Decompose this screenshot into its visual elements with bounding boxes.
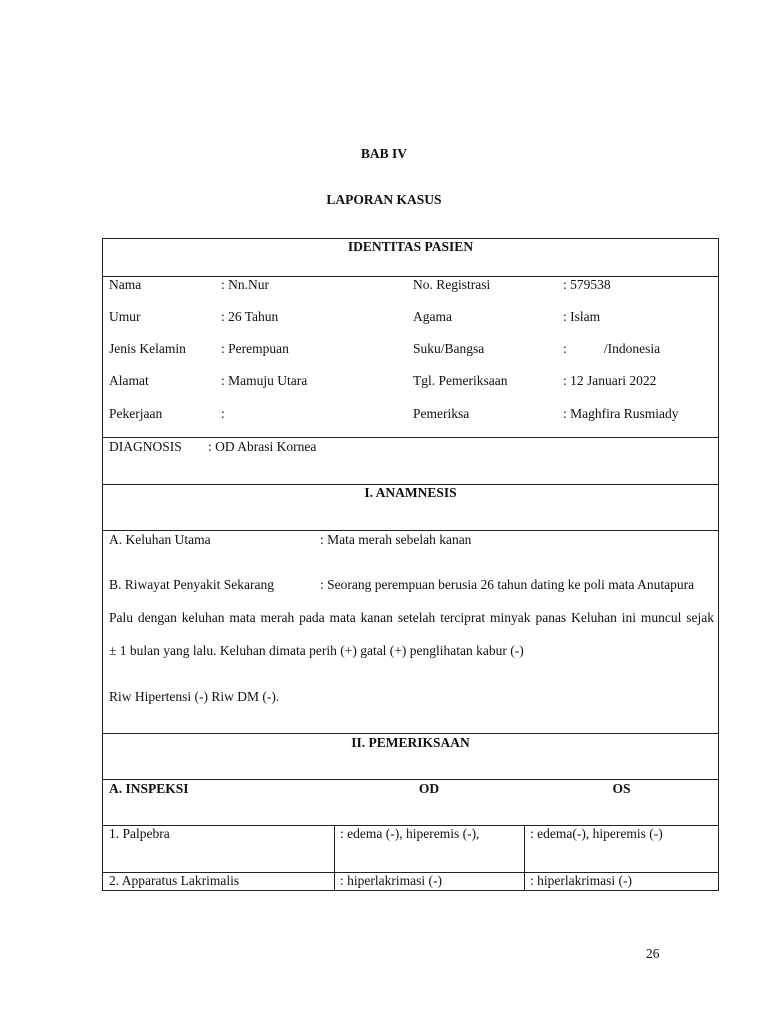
history-label: B. Riwayat Penyakit Sekarang xyxy=(109,577,274,592)
gender-value: : Perempuan xyxy=(221,341,289,356)
od-header: OD xyxy=(418,781,440,796)
chapter-title: BAB IV xyxy=(360,146,408,161)
examiner-label: Pemeriksa xyxy=(413,406,470,421)
ethnicity-value: : /Indonesia xyxy=(563,341,661,356)
chief-complaint-label: A. Keluhan Utama xyxy=(109,532,211,547)
risk-history: Riw Hipertensi (-) Riw DM (-). xyxy=(109,689,280,704)
history-text: : Seorang perempuan berusia 26 tahun dating ke poli mata Anutapura xyxy=(320,577,695,592)
report-title: LAPORAN KASUS xyxy=(326,192,442,207)
diagnosis-label: DIAGNOSIS xyxy=(109,439,182,454)
divider xyxy=(102,530,719,531)
name-label: Nama xyxy=(109,277,142,292)
os-header: OS xyxy=(612,781,631,796)
address-value: : Mamuju Utara xyxy=(221,373,308,388)
chief-complaint-value: : Mata merah sebelah kanan xyxy=(320,532,472,547)
identity-header: IDENTITAS PASIEN xyxy=(347,239,474,254)
divider xyxy=(102,733,719,734)
divider xyxy=(102,276,719,277)
anamnesis-header: I. ANAMNESIS xyxy=(364,485,457,500)
exam-os-lacrimal: : hiperlakrimasi (-) xyxy=(530,873,632,888)
exam-date-label: Tgl. Pemeriksaan xyxy=(413,373,508,388)
age-label: Umur xyxy=(109,309,141,324)
exam-os-palpebra: : edema(-), hiperemis (-) xyxy=(530,826,663,841)
gender-label: Jenis Kelamin xyxy=(109,341,186,356)
exam-item-palpebra: 1. Palpebra xyxy=(109,826,170,841)
column-divider xyxy=(334,825,335,891)
divider xyxy=(102,437,719,438)
exam-od-lacrimal: : hiperlakrimasi (-) xyxy=(340,873,442,888)
name-value: : Nn.Nur xyxy=(221,277,269,292)
religion-value: : Islam xyxy=(563,309,601,324)
history-text-line-3: ± 1 bulan yang lalu. Keluhan dimata perih (+) gatal (+) penglihatan kabur (-) xyxy=(109,643,524,658)
examiner-value: : Maghfira Rusmiady xyxy=(563,406,679,421)
page-number: 26 xyxy=(646,946,660,961)
religion-label: Agama xyxy=(413,309,452,324)
registration-value: : 579538 xyxy=(563,277,611,292)
age-value: : 26 Tahun xyxy=(221,309,279,324)
exam-item-lacrimal: 2. Apparatus Lakrimalis xyxy=(109,873,240,888)
exam-date-value: : 12 Januari 2022 xyxy=(563,373,657,388)
examination-header: II. PEMERIKSAAN xyxy=(351,735,470,750)
exam-od-palpebra: : edema (-), hiperemis (-), xyxy=(340,826,480,841)
registration-label: No. Registrasi xyxy=(413,277,491,292)
ethnicity-label: Suku/Bangsa xyxy=(413,341,485,356)
history-text-line-2: Palu dengan keluhan mata merah pada mata kanan setelah terciprat minyak panas Keluhan ini muncul sejak xyxy=(109,610,714,625)
divider xyxy=(102,779,719,780)
column-divider xyxy=(524,825,525,891)
inspection-label: A. INSPEKSI xyxy=(109,781,189,796)
diagnosis-value: : OD Abrasi Kornea xyxy=(208,439,317,454)
occupation-value: : xyxy=(221,406,225,421)
occupation-label: Pekerjaan xyxy=(109,406,163,421)
address-label: Alamat xyxy=(109,373,149,388)
